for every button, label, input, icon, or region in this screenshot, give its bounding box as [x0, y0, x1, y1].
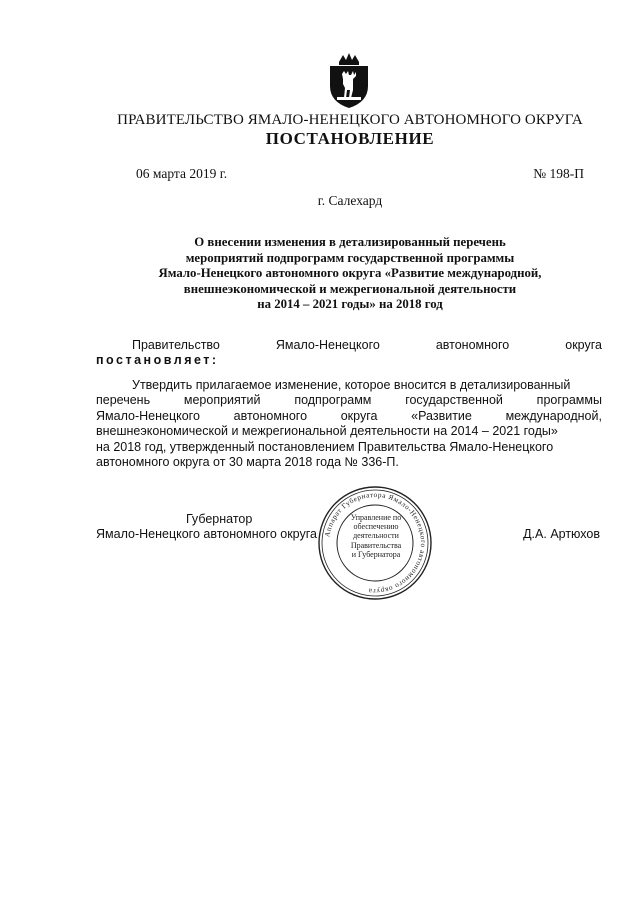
body-line: Утвердить прилагаемое изменение, которое вносится в детализированный — [132, 378, 571, 392]
document-type: ПОСТАНОВЛЕНИЕ — [265, 129, 435, 148]
body-line: автономного округа от 30 марта 2018 года № 336-П. — [96, 455, 399, 470]
resolution-word: Ямало-Ненецкого — [275, 338, 380, 352]
signatory-title — [96, 512, 317, 543]
body-word: международной, — [505, 408, 602, 423]
resolution-word: Правительство — [132, 338, 220, 352]
body-word: государственной — [405, 393, 503, 408]
stamp-ring-text: Аппарат Губернатора Ямало-Ненецкого автономного округа — [323, 490, 428, 596]
stamp-center-text — [346, 513, 406, 559]
body-word: перечень — [96, 393, 151, 408]
title-line: внешнеэкономической и межрегиональной деятельности — [183, 281, 517, 296]
coat-of-arms-icon — [325, 52, 373, 110]
stamp-line: Управление по — [350, 513, 402, 522]
body-line — [96, 393, 602, 408]
resolution-word: округа — [565, 338, 602, 352]
stamp-line: обеспечению — [353, 522, 399, 532]
body-word: округа — [340, 408, 378, 423]
body-word: подпрограмм — [294, 393, 372, 408]
title-line: О внесении изменения в детализированный перечень — [194, 235, 506, 249]
body-word: автономного — [233, 408, 308, 423]
document-title — [90, 235, 610, 313]
title-line: мероприятий подпрограмм государственной программы — [185, 250, 515, 265]
document-number: № 198-П — [533, 166, 584, 181]
document-body — [96, 378, 602, 470]
resolution-verb: постановляет: — [96, 353, 219, 367]
body-word: «Развитие — [411, 408, 472, 423]
document-city: г. Салехард — [317, 193, 383, 208]
body-word: программы — [536, 393, 602, 408]
body-word: Ямало-Ненецкого — [96, 408, 200, 423]
body-word: мероприятий — [183, 393, 261, 408]
stamp-line: и Губернатора — [351, 549, 401, 559]
body-line: внешнеэкономической и межрегиональной деятельности на 2014 – 2021 годы» — [96, 424, 558, 439]
title-line: на 2014 – 2021 годы» на 2018 год — [257, 297, 443, 312]
resolution-clause — [96, 338, 602, 368]
document-date: 06 марта 2019 г. — [136, 166, 228, 181]
stamp-line: деятельности — [353, 531, 399, 541]
signatory-region: Ямало-Ненецкого автономного округа — [96, 527, 317, 542]
signatory-name: Д.А. Артюхов — [523, 527, 600, 541]
body-line — [96, 409, 602, 424]
stamp-line: Правительства — [350, 540, 402, 550]
government-name: ПРАВИТЕЛЬСТВО ЯМАЛО-НЕНЕЦКОГО АВТОНОМНОГО ОКРУГА — [117, 112, 583, 128]
signatory-position: Губернатор — [186, 512, 253, 526]
body-line: на 2018 год, утвержденный постановлением Правительства Ямало-Ненецкого — [96, 439, 554, 454]
resolution-word: автономного — [435, 338, 510, 352]
title-line: Ямало-Ненецкого автономного округа «Развитие международной, — [158, 266, 542, 281]
